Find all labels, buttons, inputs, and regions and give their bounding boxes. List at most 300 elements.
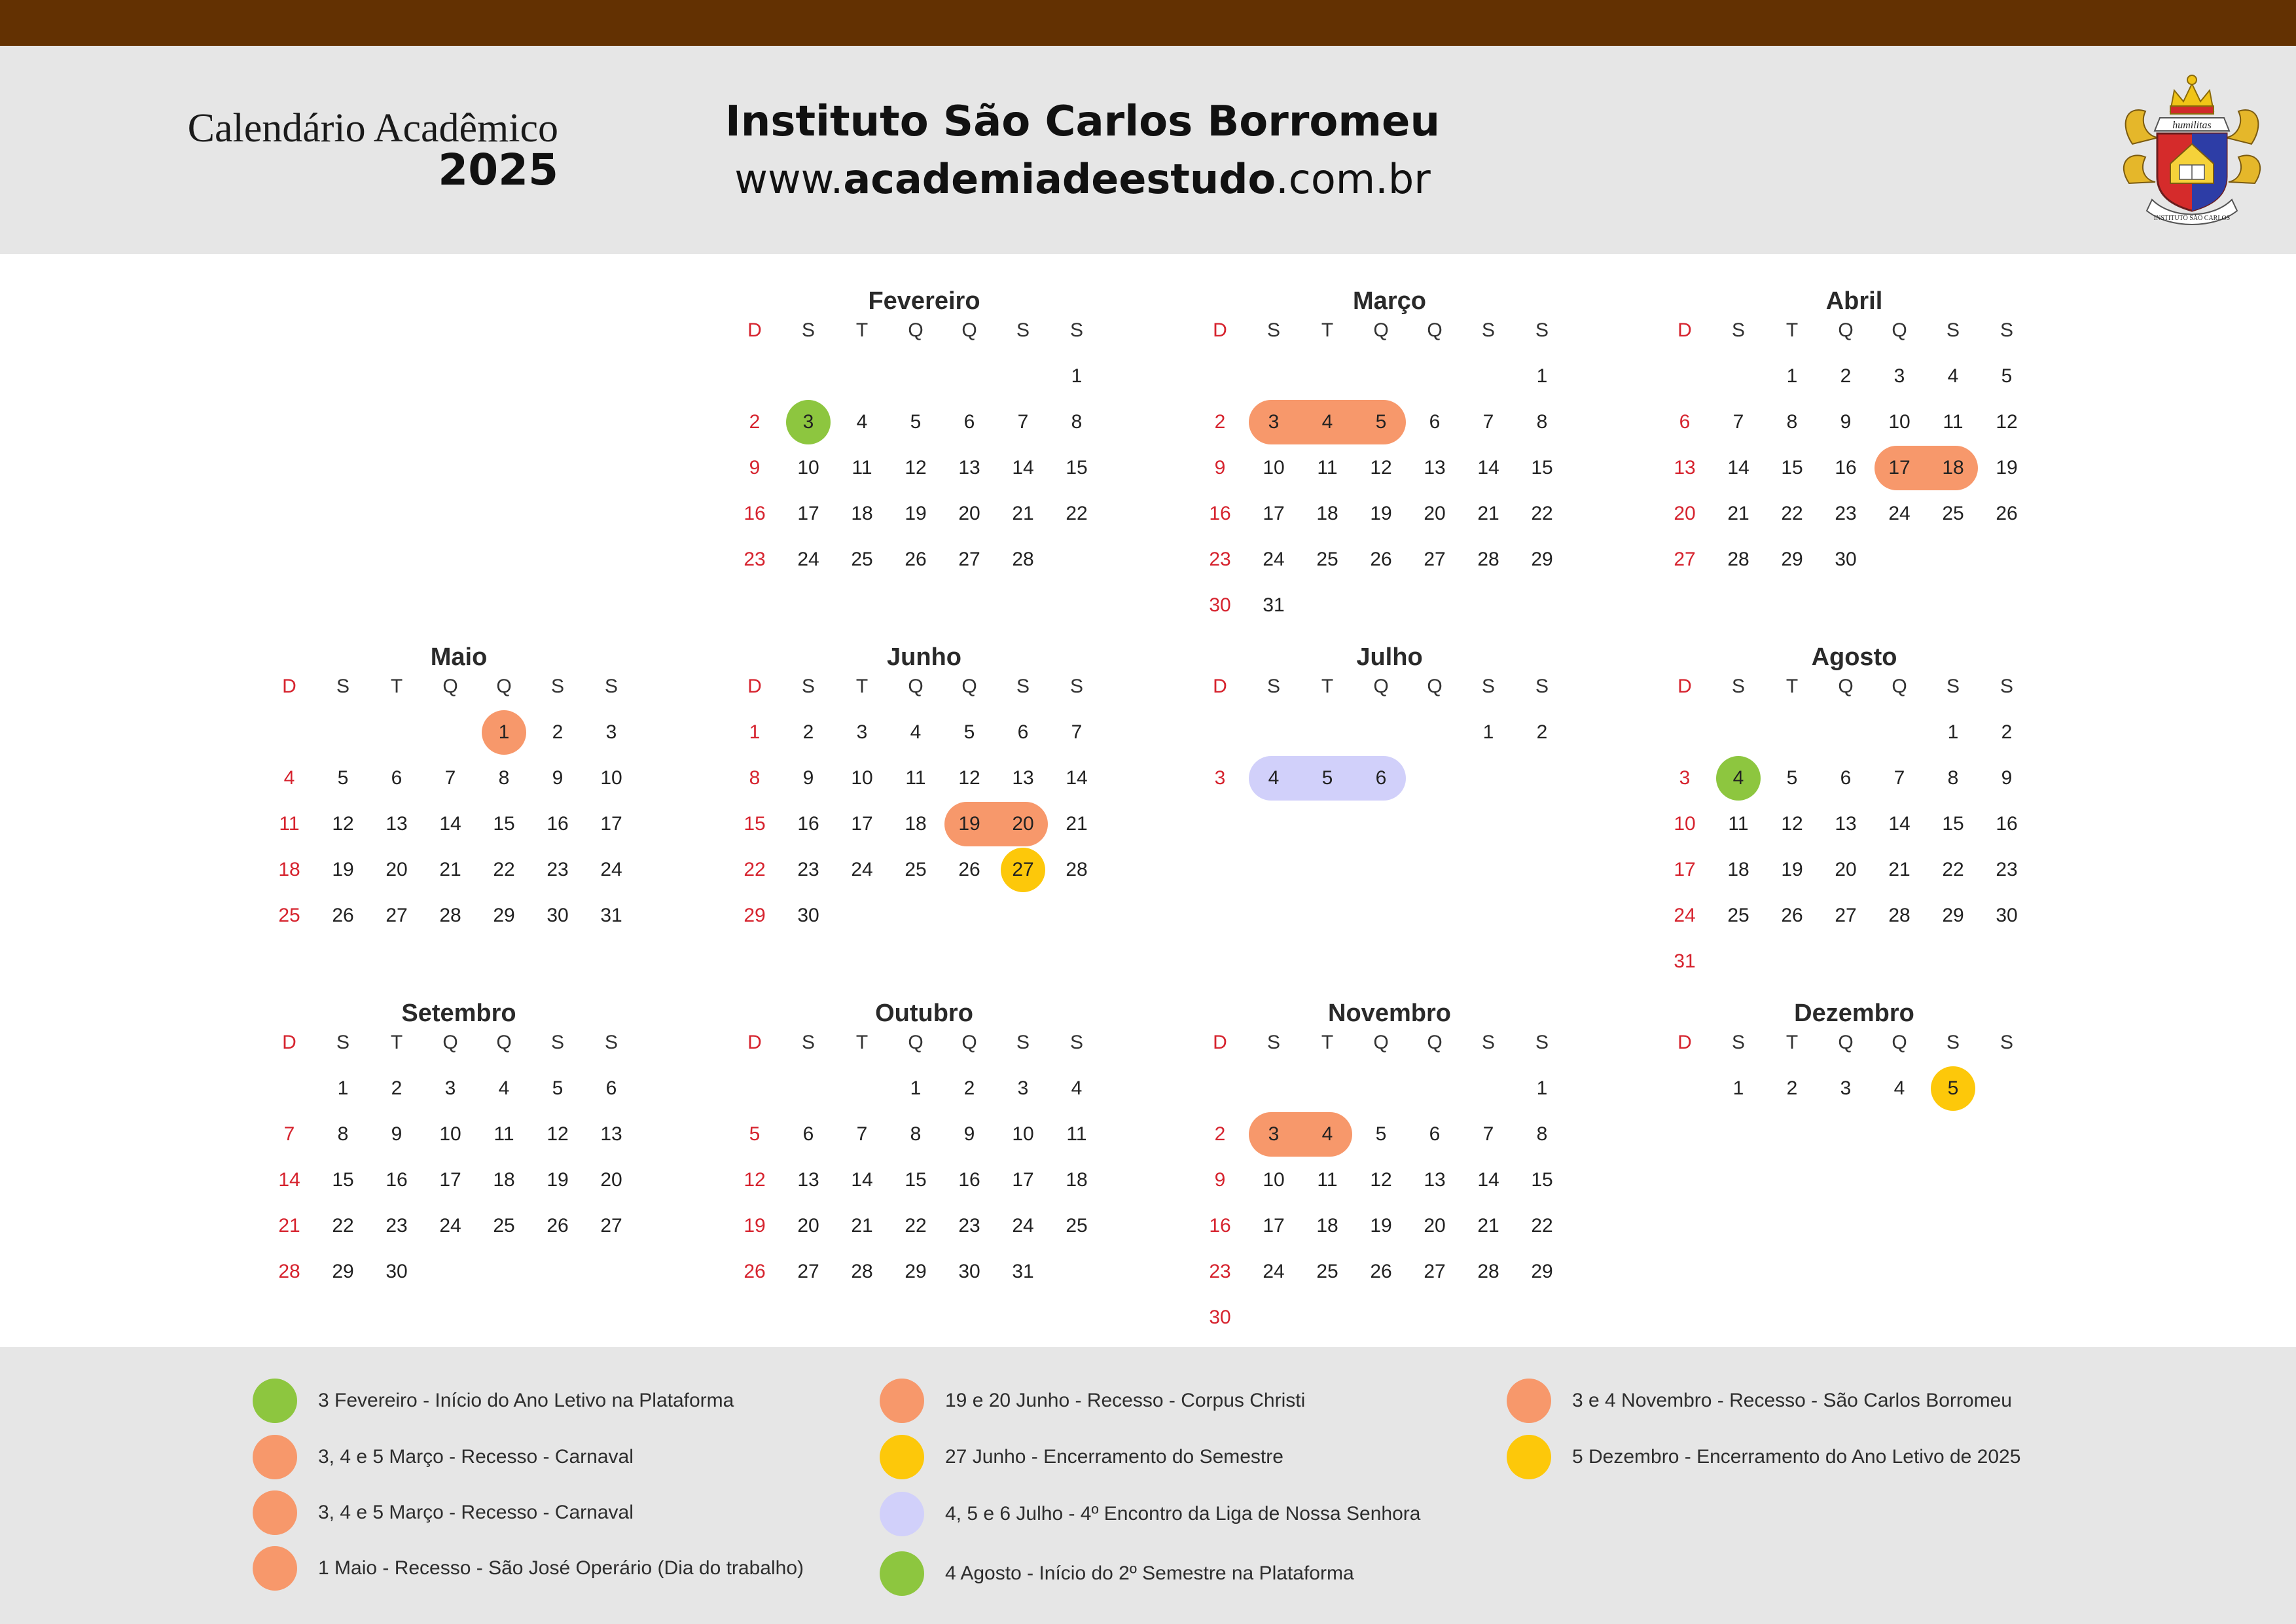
calendar-day: 23 [744, 549, 766, 570]
calendar-day: 19 [1370, 1215, 1392, 1236]
calendar-day: 15 [905, 1169, 927, 1191]
calendar-day: 4 [283, 767, 295, 789]
calendar-day: 3 [1017, 1077, 1029, 1099]
calendar-day: 19 [332, 859, 354, 880]
calendar-day: 17 [439, 1169, 461, 1191]
weekday-label: Q [442, 676, 458, 697]
calendar-day: 23 [547, 859, 569, 880]
calendar-day: 18 [278, 859, 300, 880]
legend-text: 4 Agosto - Início do 2º Semestre na Plataforma [945, 1562, 1354, 1584]
calendar-day: 2 [1536, 721, 1548, 743]
weekday-label: S [1946, 1032, 1960, 1053]
calendar-day: 24 [1012, 1215, 1034, 1236]
calendar-day: 24 [1263, 549, 1285, 570]
weekday-label: Q [908, 676, 924, 697]
legend-text: 27 Junho - Encerramento do Semestre [945, 1446, 1283, 1468]
weekday-label: T [855, 1032, 869, 1053]
weekday-label: S [801, 676, 815, 697]
weekday-label: S [1016, 676, 1030, 697]
calendar-day: 13 [958, 457, 980, 478]
weekday-label: Q [908, 1032, 924, 1053]
calendar-day: 25 [905, 859, 927, 880]
calendar-day: 8 [910, 1123, 922, 1145]
calendar-day: 28 [1888, 905, 1910, 926]
calendar-day: 11 [1317, 457, 1338, 478]
weekday-label: T [1785, 319, 1799, 341]
calendar-day: 14 [1888, 813, 1910, 835]
calendar-day: 17 [1888, 457, 1910, 478]
calendar-day: 2 [1786, 1077, 1798, 1099]
weekday-label: S [1535, 1032, 1549, 1053]
weekday-label: D [747, 676, 762, 697]
weekday-label: Q [1373, 676, 1389, 697]
calendar-day: 4 [1071, 1077, 1083, 1099]
calendar-day: 19 [905, 503, 927, 524]
calendar-day: 28 [439, 905, 461, 926]
weekday-label: S [336, 676, 350, 697]
calendar-day: 24 [600, 859, 622, 880]
calendar-day: 22 [332, 1215, 354, 1236]
calendar-day: 30 [1209, 594, 1231, 616]
weekday-label: Q [961, 1032, 977, 1053]
calendar-day: 8 [1536, 411, 1548, 433]
calendar-day: 3 [856, 721, 868, 743]
calendar-day: 4 [1268, 767, 1280, 789]
calendar-day: 18 [1316, 503, 1338, 524]
weekday-label: T [855, 319, 869, 341]
calendar-day: 26 [1996, 503, 2018, 524]
weekday-label: Q [1838, 319, 1854, 341]
calendar-day: 14 [439, 813, 461, 835]
calendar-day: 18 [905, 813, 927, 835]
calendar-day: 6 [963, 411, 975, 433]
weekday-label: S [550, 676, 564, 697]
calendar-day: 23 [1835, 503, 1857, 524]
calendar-day: 24 [797, 549, 819, 570]
weekday-label: D [747, 319, 762, 341]
calendar-day: 11 [1066, 1123, 1087, 1145]
calendar-day: 13 [1424, 457, 1446, 478]
calendar-day: 21 [1012, 503, 1034, 524]
legend-text: 3 e 4 Novembro - Recesso - São Carlos Borromeu [1572, 1390, 2012, 1411]
calendar-day: 30 [1835, 549, 1857, 570]
calendar-day: 4 [1321, 411, 1333, 433]
calendar-day: 30 [1209, 1307, 1231, 1328]
calendar-day: 11 [279, 813, 300, 835]
calendar-day: 24 [1263, 1261, 1285, 1282]
calendar-day: 6 [1429, 1123, 1441, 1145]
calendar-day: 27 [1012, 859, 1034, 880]
calendar-day: 12 [744, 1169, 766, 1191]
calendar-day: 20 [1424, 503, 1446, 524]
calendar-day: 15 [1531, 1169, 1553, 1191]
calendar-day: 22 [905, 1215, 927, 1236]
calendar-day: 30 [547, 905, 569, 926]
calendar-day: 12 [905, 457, 927, 478]
weekday-label: Q [1373, 319, 1389, 341]
calendar-day: 9 [1840, 411, 1852, 433]
month-name: Fevereiro [868, 287, 980, 315]
weekday-label: S [1535, 676, 1549, 697]
legend-color-dot [880, 1492, 924, 1536]
legend-text: 5 Dezembro - Encerramento do Ano Letivo de 2025 [1572, 1446, 2021, 1468]
calendar-day: 31 [600, 905, 622, 926]
calendar-day: 12 [1996, 411, 2018, 433]
calendar-day: 9 [1214, 1169, 1226, 1191]
calendar-day: 7 [1482, 411, 1494, 433]
calendar-day: 10 [1263, 457, 1285, 478]
calendar-day: 16 [797, 813, 819, 835]
calendar-day: 9 [963, 1123, 975, 1145]
calendar-day: 5 [910, 411, 922, 433]
weekday-label: S [1731, 319, 1745, 341]
month-name: Dezembro [1794, 1000, 1914, 1027]
calendar-day: 16 [744, 503, 766, 524]
weekday-label: D [282, 1032, 296, 1053]
calendar-day: 18 [493, 1169, 515, 1191]
weekday-label: S [1731, 676, 1745, 697]
calendar-day: 16 [1996, 813, 2018, 835]
legend-text: 1 Maio - Recesso - São José Operário (Dia do trabalho) [318, 1557, 804, 1579]
calendar-day: 25 [1316, 549, 1338, 570]
calendar-day: 1 [337, 1077, 349, 1099]
calendar-day: 6 [1429, 411, 1441, 433]
calendar-day: 18 [1727, 859, 1749, 880]
calendar-day: 5 [1375, 1123, 1387, 1145]
calendar-day: 19 [1781, 859, 1803, 880]
weekday-label: T [1321, 1032, 1334, 1053]
calendar-day: 9 [2001, 767, 2013, 789]
calendar-day: 8 [1947, 767, 1959, 789]
institute-crest-logo [2119, 65, 2265, 229]
weekday-label: S [1016, 1032, 1030, 1053]
calendar-day: 12 [1781, 813, 1803, 835]
calendar-day: 1 [1732, 1077, 1744, 1099]
calendar-day: 29 [905, 1261, 927, 1282]
calendar-day: 14 [1066, 767, 1088, 789]
weekday-label: S [604, 1032, 618, 1053]
weekday-label: Q [1427, 319, 1443, 341]
calendar-day: 10 [439, 1123, 461, 1145]
legend-text: 3, 4 e 5 Março - Recesso - Carnaval [318, 1502, 634, 1523]
calendar-day: 2 [1840, 365, 1852, 387]
weekday-label: S [2000, 1032, 2013, 1053]
weekday-label: T [855, 676, 869, 697]
calendar-day: 1 [910, 1077, 922, 1099]
calendar-day: 2 [749, 411, 761, 433]
calendar-day: 26 [744, 1261, 766, 1282]
crest-motto: humilitas [2172, 120, 2212, 131]
weekday-label: T [390, 1032, 403, 1053]
calendar-day: 23 [797, 859, 819, 880]
calendar-day: 26 [332, 905, 354, 926]
weekday-label: S [2000, 319, 2013, 341]
calendar-day: 9 [391, 1123, 403, 1145]
calendar-day: 6 [605, 1077, 617, 1099]
weekday-label: S [604, 676, 618, 697]
calendar-day: 19 [1996, 457, 2018, 478]
calendar-day: 26 [1781, 905, 1803, 926]
calendar-day: 1 [498, 721, 510, 743]
calendar-day: 2 [552, 721, 564, 743]
calendar-day: 22 [744, 859, 766, 880]
calendar-day: 10 [600, 767, 622, 789]
calendar-day: 20 [386, 859, 408, 880]
calendar-day: 26 [958, 859, 980, 880]
weekday-label: S [801, 319, 815, 341]
calendar-day: 16 [1209, 1215, 1231, 1236]
calendar-day: 28 [1727, 549, 1749, 570]
calendar-day: 11 [1728, 813, 1749, 835]
weekday-label: S [2000, 676, 2013, 697]
calendar-day: 16 [1835, 457, 1857, 478]
calendar-day: 11 [905, 767, 926, 789]
calendar-day: 14 [851, 1169, 873, 1191]
weekday-label: D [1213, 1032, 1227, 1053]
calendar-day: 4 [1321, 1123, 1333, 1145]
calendar-day: 27 [1424, 549, 1446, 570]
calendar-day: 20 [1674, 503, 1696, 524]
calendar-day: 15 [1781, 457, 1803, 478]
calendar-day: 14 [1477, 457, 1499, 478]
calendar-day: 10 [797, 457, 819, 478]
weekday-label: S [1731, 1032, 1745, 1053]
calendar-day: 21 [278, 1215, 300, 1236]
calendar-day: 2 [1214, 1123, 1226, 1145]
calendar-day: 18 [1316, 1215, 1338, 1236]
weekday-label: D [1677, 1032, 1692, 1053]
calendar-day: 24 [1674, 905, 1696, 926]
weekday-label: D [1213, 676, 1227, 697]
calendar-day: 9 [749, 457, 761, 478]
weekday-label: S [1266, 1032, 1280, 1053]
legend-color-dot [1507, 1379, 1551, 1423]
calendar-day: 16 [958, 1169, 980, 1191]
calendar-day: 18 [1066, 1169, 1088, 1191]
weekday-label: S [1481, 676, 1495, 697]
calendar-day: 24 [851, 859, 873, 880]
calendar-day: 27 [1835, 905, 1857, 926]
calendar-day: 17 [1263, 503, 1285, 524]
weekday-label: S [1535, 319, 1549, 341]
calendar-day: 20 [600, 1169, 622, 1191]
calendar-day: 1 [749, 721, 761, 743]
calendar-day: 24 [439, 1215, 461, 1236]
calendar-day: 22 [1531, 503, 1553, 524]
legend-color-dot [880, 1435, 924, 1479]
weekday-label: S [1481, 1032, 1495, 1053]
calendar-day: 15 [493, 813, 515, 835]
calendar-day: 13 [1835, 813, 1857, 835]
calendar-day: 26 [1370, 1261, 1392, 1282]
calendar-day: 21 [1477, 503, 1499, 524]
calendar-day: 3 [1893, 365, 1905, 387]
calendar-day: 27 [386, 905, 408, 926]
calendar-day: 12 [1370, 457, 1392, 478]
calendar-day: 2 [391, 1077, 403, 1099]
calendar-day: 14 [278, 1169, 300, 1191]
month-name: Junho [887, 643, 961, 671]
calendar-day: 3 [605, 721, 617, 743]
calendar-day: 8 [498, 767, 510, 789]
calendar-day: 15 [1942, 813, 1964, 835]
calendar-day: 9 [1214, 457, 1226, 478]
calendar-day: 15 [332, 1169, 354, 1191]
calendar-day: 7 [444, 767, 456, 789]
weekday-label: T [390, 676, 403, 697]
calendar-day: 4 [910, 721, 922, 743]
calendar-day: 19 [547, 1169, 569, 1191]
calendar-day: 11 [493, 1123, 514, 1145]
calendar-day: 3 [1214, 767, 1226, 789]
calendar-day: 5 [749, 1123, 761, 1145]
calendar-day: 27 [600, 1215, 622, 1236]
calendar-day: 17 [600, 813, 622, 835]
legend-text: 3 Fevereiro - Início do Ano Letivo na Plataforma [318, 1390, 734, 1411]
calendar-day: 21 [1888, 859, 1910, 880]
calendar-day: 26 [905, 549, 927, 570]
calendar-day: 21 [1066, 813, 1088, 835]
weekday-label: Q [1892, 676, 1907, 697]
calendar-day: 11 [1317, 1169, 1338, 1191]
calendar-day: 16 [547, 813, 569, 835]
calendar-day: 31 [1012, 1261, 1034, 1282]
calendar-day: 25 [1727, 905, 1749, 926]
calendar-day: 21 [439, 859, 461, 880]
legend-color-dot [253, 1546, 297, 1591]
calendar-day: 24 [1888, 503, 1910, 524]
calendar-day: 25 [1066, 1215, 1088, 1236]
calendar-day: 22 [1942, 859, 1964, 880]
calendar-day: 20 [1424, 1215, 1446, 1236]
calendar-day: 7 [1893, 767, 1905, 789]
calendar-day: 27 [1674, 549, 1696, 570]
calendar-day: 30 [797, 905, 819, 926]
calendar-day: 15 [744, 813, 766, 835]
calendar-day: 13 [1012, 767, 1034, 789]
calendar-day: 3 [802, 411, 814, 433]
calendar-day: 13 [1674, 457, 1696, 478]
legend-color-dot [880, 1551, 924, 1596]
calendar-day: 13 [797, 1169, 819, 1191]
weekday-label: T [1785, 676, 1799, 697]
calendar-day: 13 [600, 1123, 622, 1145]
weekday-label: Q [1838, 676, 1854, 697]
calendar-day: 20 [1835, 859, 1857, 880]
calendar-day: 10 [1263, 1169, 1285, 1191]
calendar-day: 3 [1679, 767, 1691, 789]
calendar-day: 21 [1477, 1215, 1499, 1236]
calendar-day: 5 [552, 1077, 564, 1099]
crest-inscription: INSTITUTO SÃO CARLOS [2153, 215, 2231, 222]
weekday-label: S [1069, 676, 1083, 697]
calendar-day: 6 [1017, 721, 1029, 743]
calendar-day: 10 [851, 767, 873, 789]
month-name: Março [1353, 287, 1426, 315]
calendar-day: 8 [1536, 1123, 1548, 1145]
calendar-day: 9 [802, 767, 814, 789]
legend-color-dot [253, 1379, 297, 1423]
weekday-label: S [1481, 319, 1495, 341]
calendar-day: 4 [498, 1077, 510, 1099]
institute-website[interactable] [723, 153, 1443, 206]
calendar-day: 4 [856, 411, 868, 433]
calendar-day: 29 [1781, 549, 1803, 570]
weekday-label: S [1069, 1032, 1083, 1053]
website-suffix: .com.br [1276, 155, 1431, 203]
calendar-day: 28 [1066, 859, 1088, 880]
weekday-label: S [1946, 676, 1960, 697]
weekday-label: T [1785, 1032, 1799, 1053]
calendar-day: 10 [1888, 411, 1910, 433]
calendar-day: 17 [851, 813, 873, 835]
weekday-label: Q [961, 319, 977, 341]
weekday-label: Q [1427, 676, 1443, 697]
calendar-day: 31 [1263, 594, 1285, 616]
calendar-day: 29 [1531, 549, 1553, 570]
calendar-day: 5 [1321, 767, 1333, 789]
calendar-day: 31 [1674, 950, 1696, 972]
weekday-label: S [1266, 319, 1280, 341]
institute-name: Instituto São Carlos Borromeu [725, 98, 1441, 146]
calendar-day: 8 [1786, 411, 1798, 433]
calendar-day: 29 [1531, 1261, 1553, 1282]
calendar-day: 5 [1375, 411, 1387, 433]
calendar-day: 21 [1727, 503, 1749, 524]
weekday-label: S [1946, 319, 1960, 341]
calendar-day: 10 [1012, 1123, 1034, 1145]
weekday-label: S [801, 1032, 815, 1053]
calendar-day: 1 [1482, 721, 1494, 743]
weekday-label: D [282, 676, 296, 697]
calendar-day: 4 [1893, 1077, 1905, 1099]
weekday-label: Q [496, 676, 512, 697]
calendar-day: 1 [1786, 365, 1798, 387]
calendar-day: 23 [1996, 859, 2018, 880]
calendar-day: 28 [1477, 1261, 1499, 1282]
weekday-label: S [550, 1032, 564, 1053]
calendar-day: 12 [958, 767, 980, 789]
calendar-day: 28 [1477, 549, 1499, 570]
calendar-day: 21 [851, 1215, 873, 1236]
legend-text: 19 e 20 Junho - Recesso - Corpus Christi [945, 1390, 1306, 1411]
calendar-day: 1 [1536, 365, 1548, 387]
calendar-day: 6 [1375, 767, 1387, 789]
calendar-day: 7 [1017, 411, 1029, 433]
calendar-day: 6 [391, 767, 403, 789]
legend-text: 3, 4 e 5 Março - Recesso - Carnaval [318, 1446, 634, 1468]
calendar-day: 23 [1209, 1261, 1231, 1282]
calendar-day: 25 [851, 549, 873, 570]
calendar-day: 22 [1531, 1215, 1553, 1236]
weekday-label: T [1321, 319, 1334, 341]
calendar-day: 12 [547, 1123, 569, 1145]
calendar-day: 19 [744, 1215, 766, 1236]
calendar-day: 2 [1214, 411, 1226, 433]
calendar-day: 20 [1012, 813, 1034, 835]
calendar-day: 30 [386, 1261, 408, 1282]
website-domain: academiadeestudo [843, 155, 1276, 203]
calendar-day: 3 [1268, 411, 1280, 433]
calendar-day: 11 [1943, 411, 1964, 433]
weekday-label: S [1266, 676, 1280, 697]
calendar-day: 13 [386, 813, 408, 835]
calendar-day: 14 [1477, 1169, 1499, 1191]
calendar-day: 29 [1942, 905, 1964, 926]
calendar-day: 2 [963, 1077, 975, 1099]
calendar-day: 6 [1840, 767, 1852, 789]
calendar-day: 22 [1066, 503, 1088, 524]
